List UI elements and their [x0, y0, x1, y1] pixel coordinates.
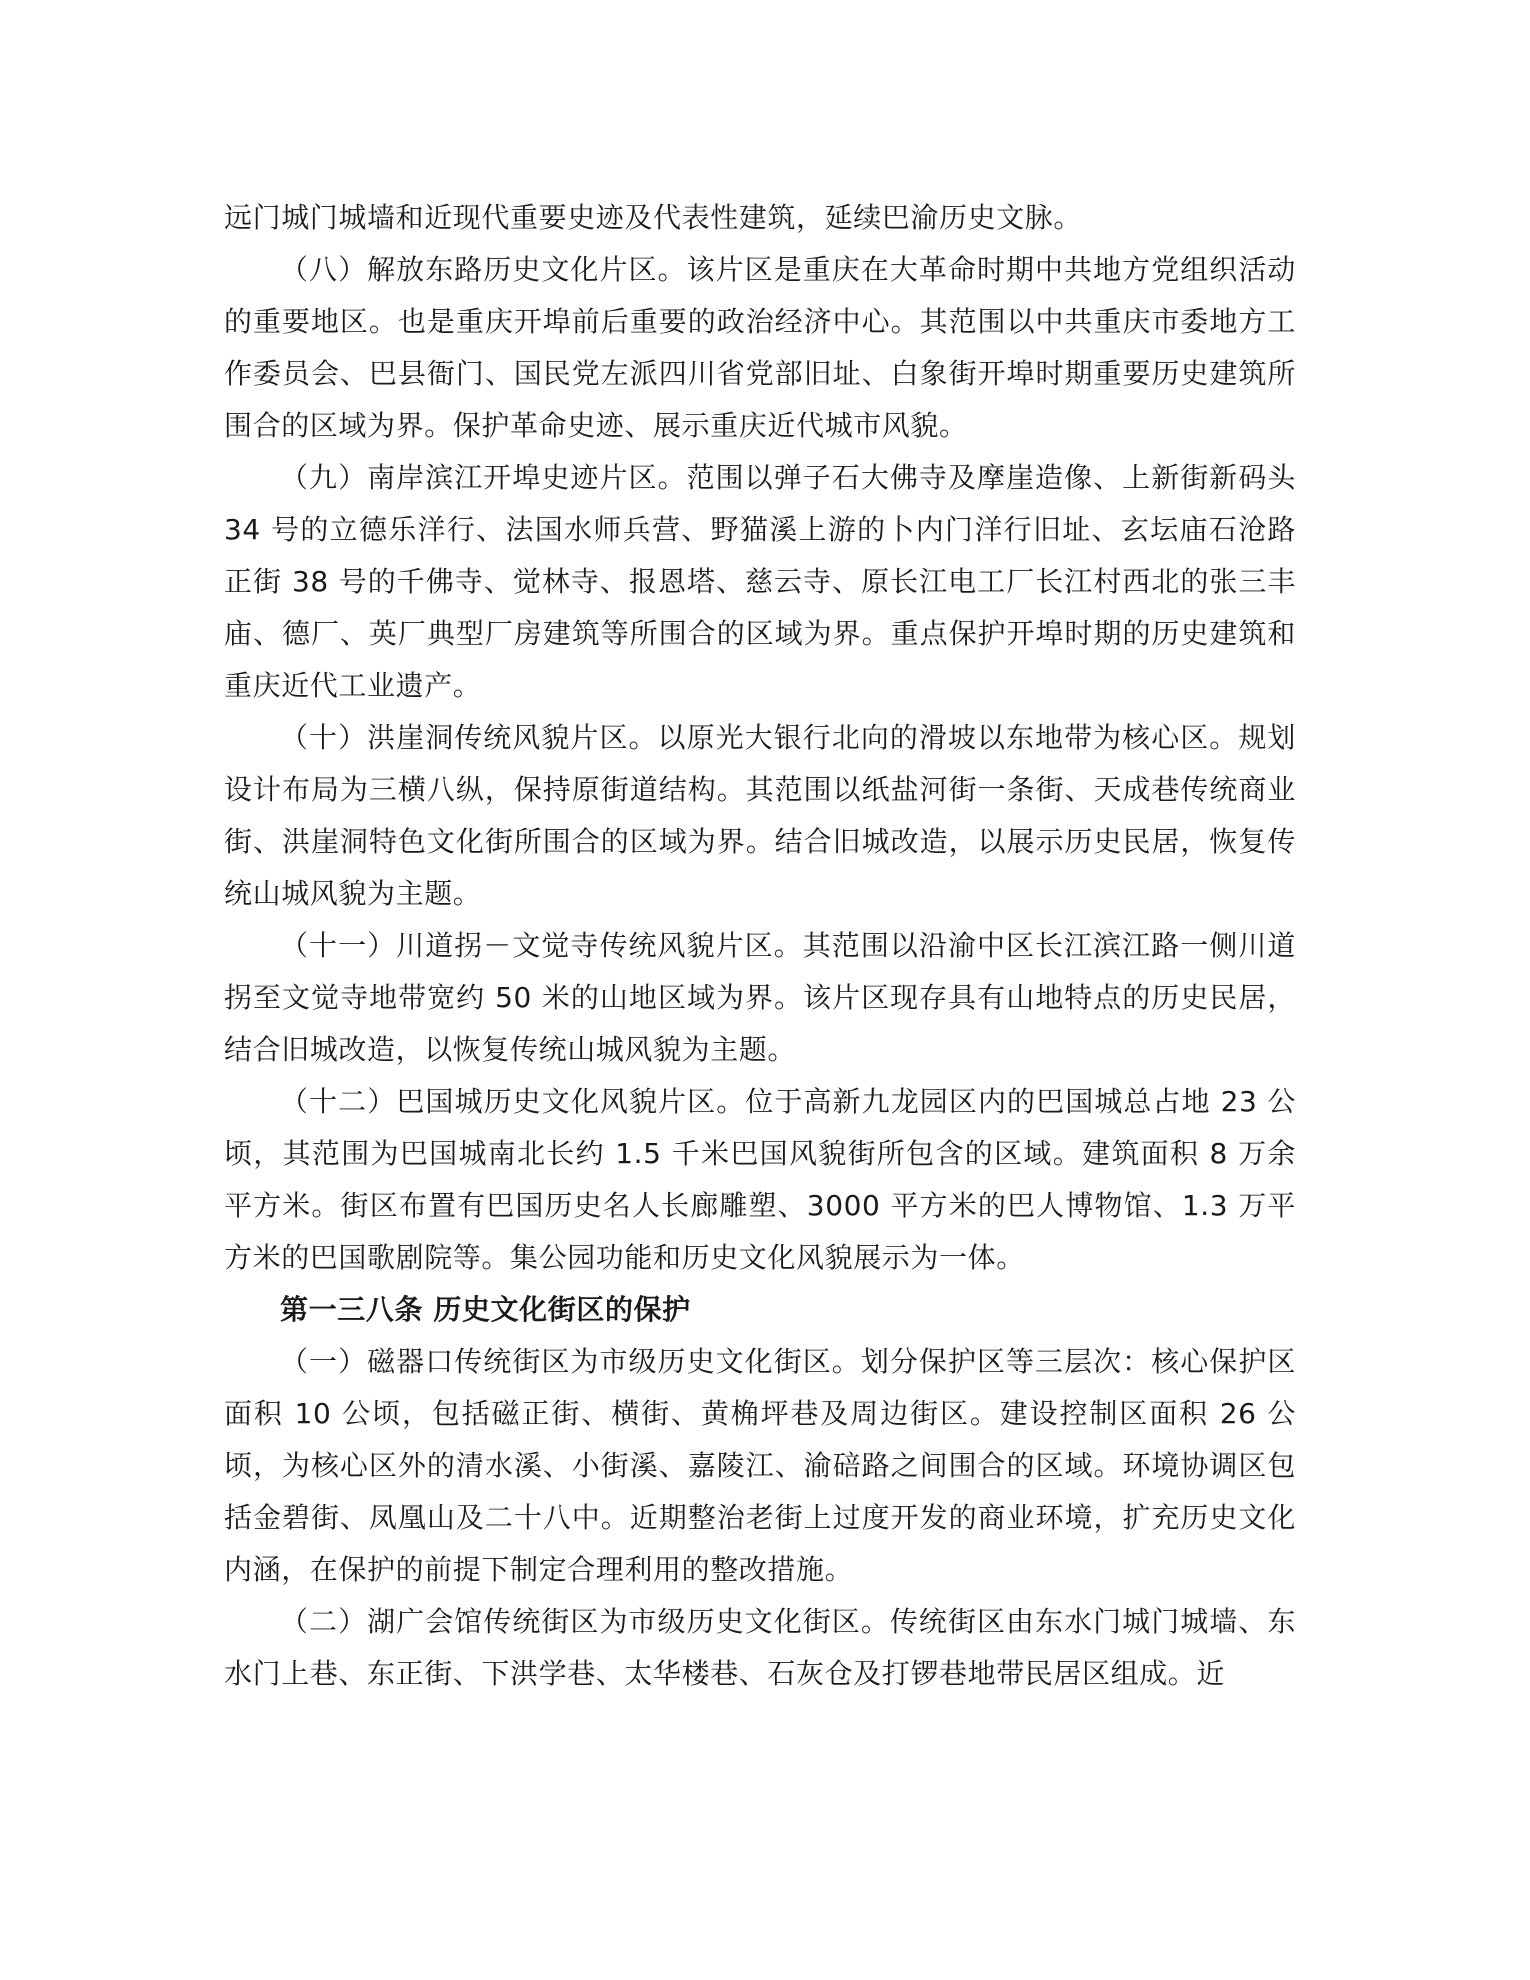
paragraph-hongyadong: （十）洪崖洞传统风貌片区。以原光大银行北向的滑坡以东地带为核心区。规划设计布局为三横八纵，保持原街道结构。其范围以纸盐河街一条街、天成巷传统商业街、洪崖洞特色文化街所围合的区域为界。结合旧城改造，以展示历史民居，恢复传统山城风貌为主题。 — [224, 721, 1296, 910]
paragraph-continuation: 远门城门城墙和近现代重要史迹及代表性建筑，延续巴渝历史文脉。 — [224, 201, 1083, 234]
document-body — [224, 192, 1296, 1700]
paragraph-ciqikou: （一）磁器口传统街区为市级历史文化街区。划分保护区等三层次：核心保护区面积 10 公顷，包括磁正街、横街、黄桷坪巷及周边街区。建设控制区面积 26 公顷，为核心区外的清水溪、小街溪、嘉陵江、渝碚路之间围合的区域。环境协调区包括金碧街、凤凰山及二十八中。近期整治老街上过度开发的商业环境，扩充历史文化内涵，在保护的前提下制定合理利用的整改措施。 — [224, 1345, 1296, 1586]
paragraph-huguang-huiguan: （二）湖广会馆传统街区为市级历史文化街区。传统街区由东水门城门城墙、东水门上巷、东正街、下洪学巷、太华楼巷、石灰仓及打锣巷地带民居区组成。近 — [224, 1605, 1296, 1690]
paragraph-nanan-binjiang: （九）南岸滨江开埠史迹片区。范围以弹子石大佛寺及摩崖造像、上新街新码头 34 号的立德乐洋行、法国水师兵营、野猫溪上游的卜内门洋行旧址、玄坛庙石沧路正街 38 号的千佛寺、觉林寺、报恩塔、慈云寺、原长江电工厂长江村西北的张三丰庙、德厂、英厂典型厂房建筑等所围合的区域为界。重点保护开埠时期的历史建筑和重庆近代工业遗产。 — [224, 461, 1296, 702]
paragraph-jiefang-donglu: （八）解放东路历史文化片区。该片区是重庆在大革命时期中共地方党组织活动的重要地区。也是重庆开埠前后重要的政治经济中心。其范围以中共重庆市委地方工作委员会、巴县衙门、国民党左派四川省党部旧址、白象街开埠时期重要历史建筑所围合的区域为界。保护革命史迹、展示重庆近代城市风貌。 — [224, 253, 1296, 442]
paragraph-baguocheng: （十二）巴国城历史文化风貌片区。位于高新九龙园区内的巴国城总占地 23 公顷，其范围为巴国城南北长约 1.5 千米巴国风貌街所包含的区域。建筑面积 8 万余平方米。街区布置有巴国历史名人长廊雕塑、3000 平方米的巴人博物馆、1.3 万平方米的巴国歌剧院等。集公园功能和历史文化风貌展示为一体。 — [224, 1085, 1296, 1274]
paragraph-chuandaoguai: （十一）川道拐－文觉寺传统风貌片区。其范围以沿渝中区长江滨江路一侧川道拐至文觉寺地带宽约 50 米的山地区域为界。该片区现存具有山地特点的历史民居，结合旧城改造，以恢复传统山城风貌为主题。 — [224, 929, 1296, 1066]
article-heading: 第一三八条 历史文化街区的保护 — [280, 1293, 691, 1326]
